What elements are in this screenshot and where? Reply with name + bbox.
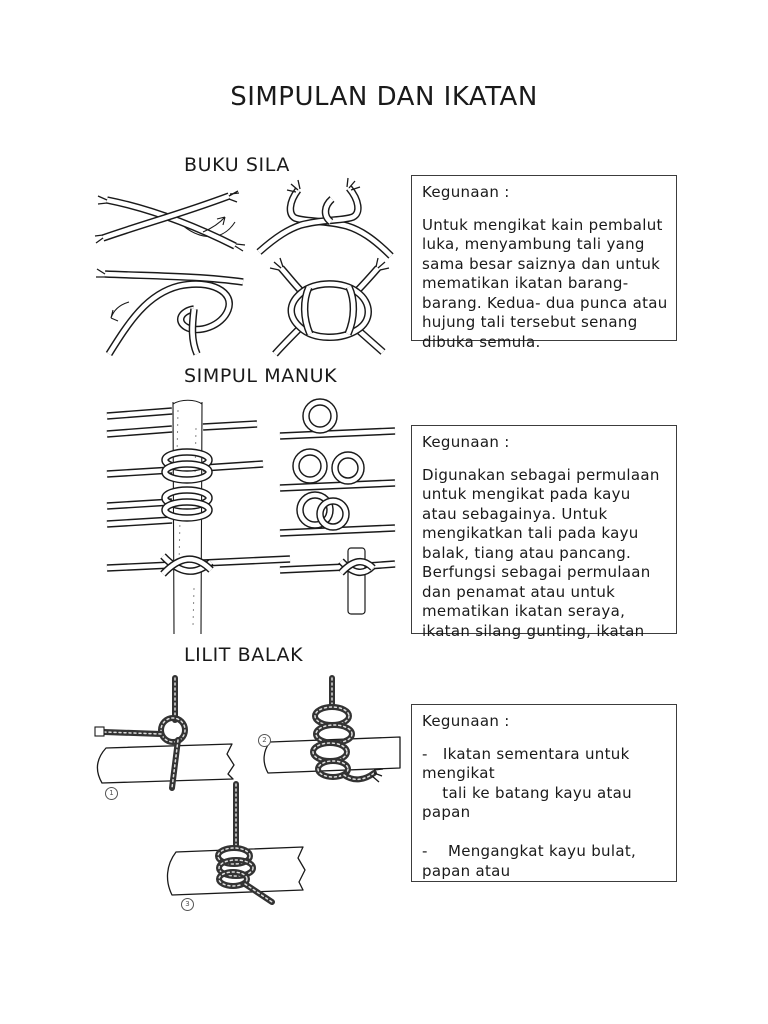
text-line: Untuk mengikat kain pembalut [422,215,663,234]
page-title: SIMPULAN DAN IKATAN [230,82,538,112]
reef-knot-illustration [95,176,395,358]
figure-marker-2: 2 [258,734,271,747]
text-line: atau sebagainya. Untuk [422,504,608,523]
text-line: barang. Kedua- dua punca atau [422,293,668,312]
kegunaan-label: Kegunaan : [422,433,510,451]
clove-hitch-steps-drawing [105,398,395,638]
text-line: papan [422,803,471,821]
kegunaan-box-lilit-balak [411,704,677,882]
clove-hitch-illustration [105,398,395,638]
kegunaan-label: Kegunaan : [422,183,510,201]
text-line: Digunakan sebagai permulaan [422,465,660,484]
timber-hitch-steps-drawing [82,676,402,918]
text-line: hujung tali tersebut senang [422,313,638,331]
figure-marker-3: 3 [181,898,194,911]
text-line: tali ke batang kayu atau [422,783,632,802]
text-line: mengikatkan tali pada kayu [422,524,639,542]
text-line: mematikan ikatan barang- [422,274,629,292]
timber-hitch-illustration [82,676,402,918]
kegunaan-box-buku-sila [411,175,677,351]
section-heading-simpul-manuk: SIMPUL MANUK [184,365,338,387]
section-heading-buku-sila: BUKU SILA [184,154,290,176]
text-line: luka, menyambung tali yang [422,235,645,253]
text-line: Berfungsi sebagai permulaan [422,563,651,581]
text-line: - Ikatan sementara untuk [422,744,630,763]
section-heading-lilit-balak: LILIT BALAK [184,644,304,666]
text-line: balak, tiang atau pancang. [422,543,632,562]
kegunaan-label: Kegunaan : [422,712,510,730]
kegunaan-body [422,216,666,353]
text-line: mengikat [422,764,495,782]
text-line: dibuka semula. [422,332,541,351]
reef-knot-steps-drawing [95,176,395,358]
text-line: papan atau [422,861,511,880]
kegunaan-body [422,745,666,882]
text-line: ikatan silang gunting, ikatan [422,621,645,640]
text-line: mematikan ikatan seraya, [422,602,626,620]
text-line: dan penamat atau untuk [422,582,616,601]
kegunaan-body [422,466,666,642]
figure-marker-1: 1 [105,787,118,800]
text-line: sama besar saiznya dan untuk [422,254,661,273]
text-line [422,823,666,843]
kegunaan-box-simpul-manuk [411,425,677,640]
text-line: untuk mengikat pada kayu [422,485,631,503]
text-line: - Mengangkat kayu bulat, [422,842,637,860]
